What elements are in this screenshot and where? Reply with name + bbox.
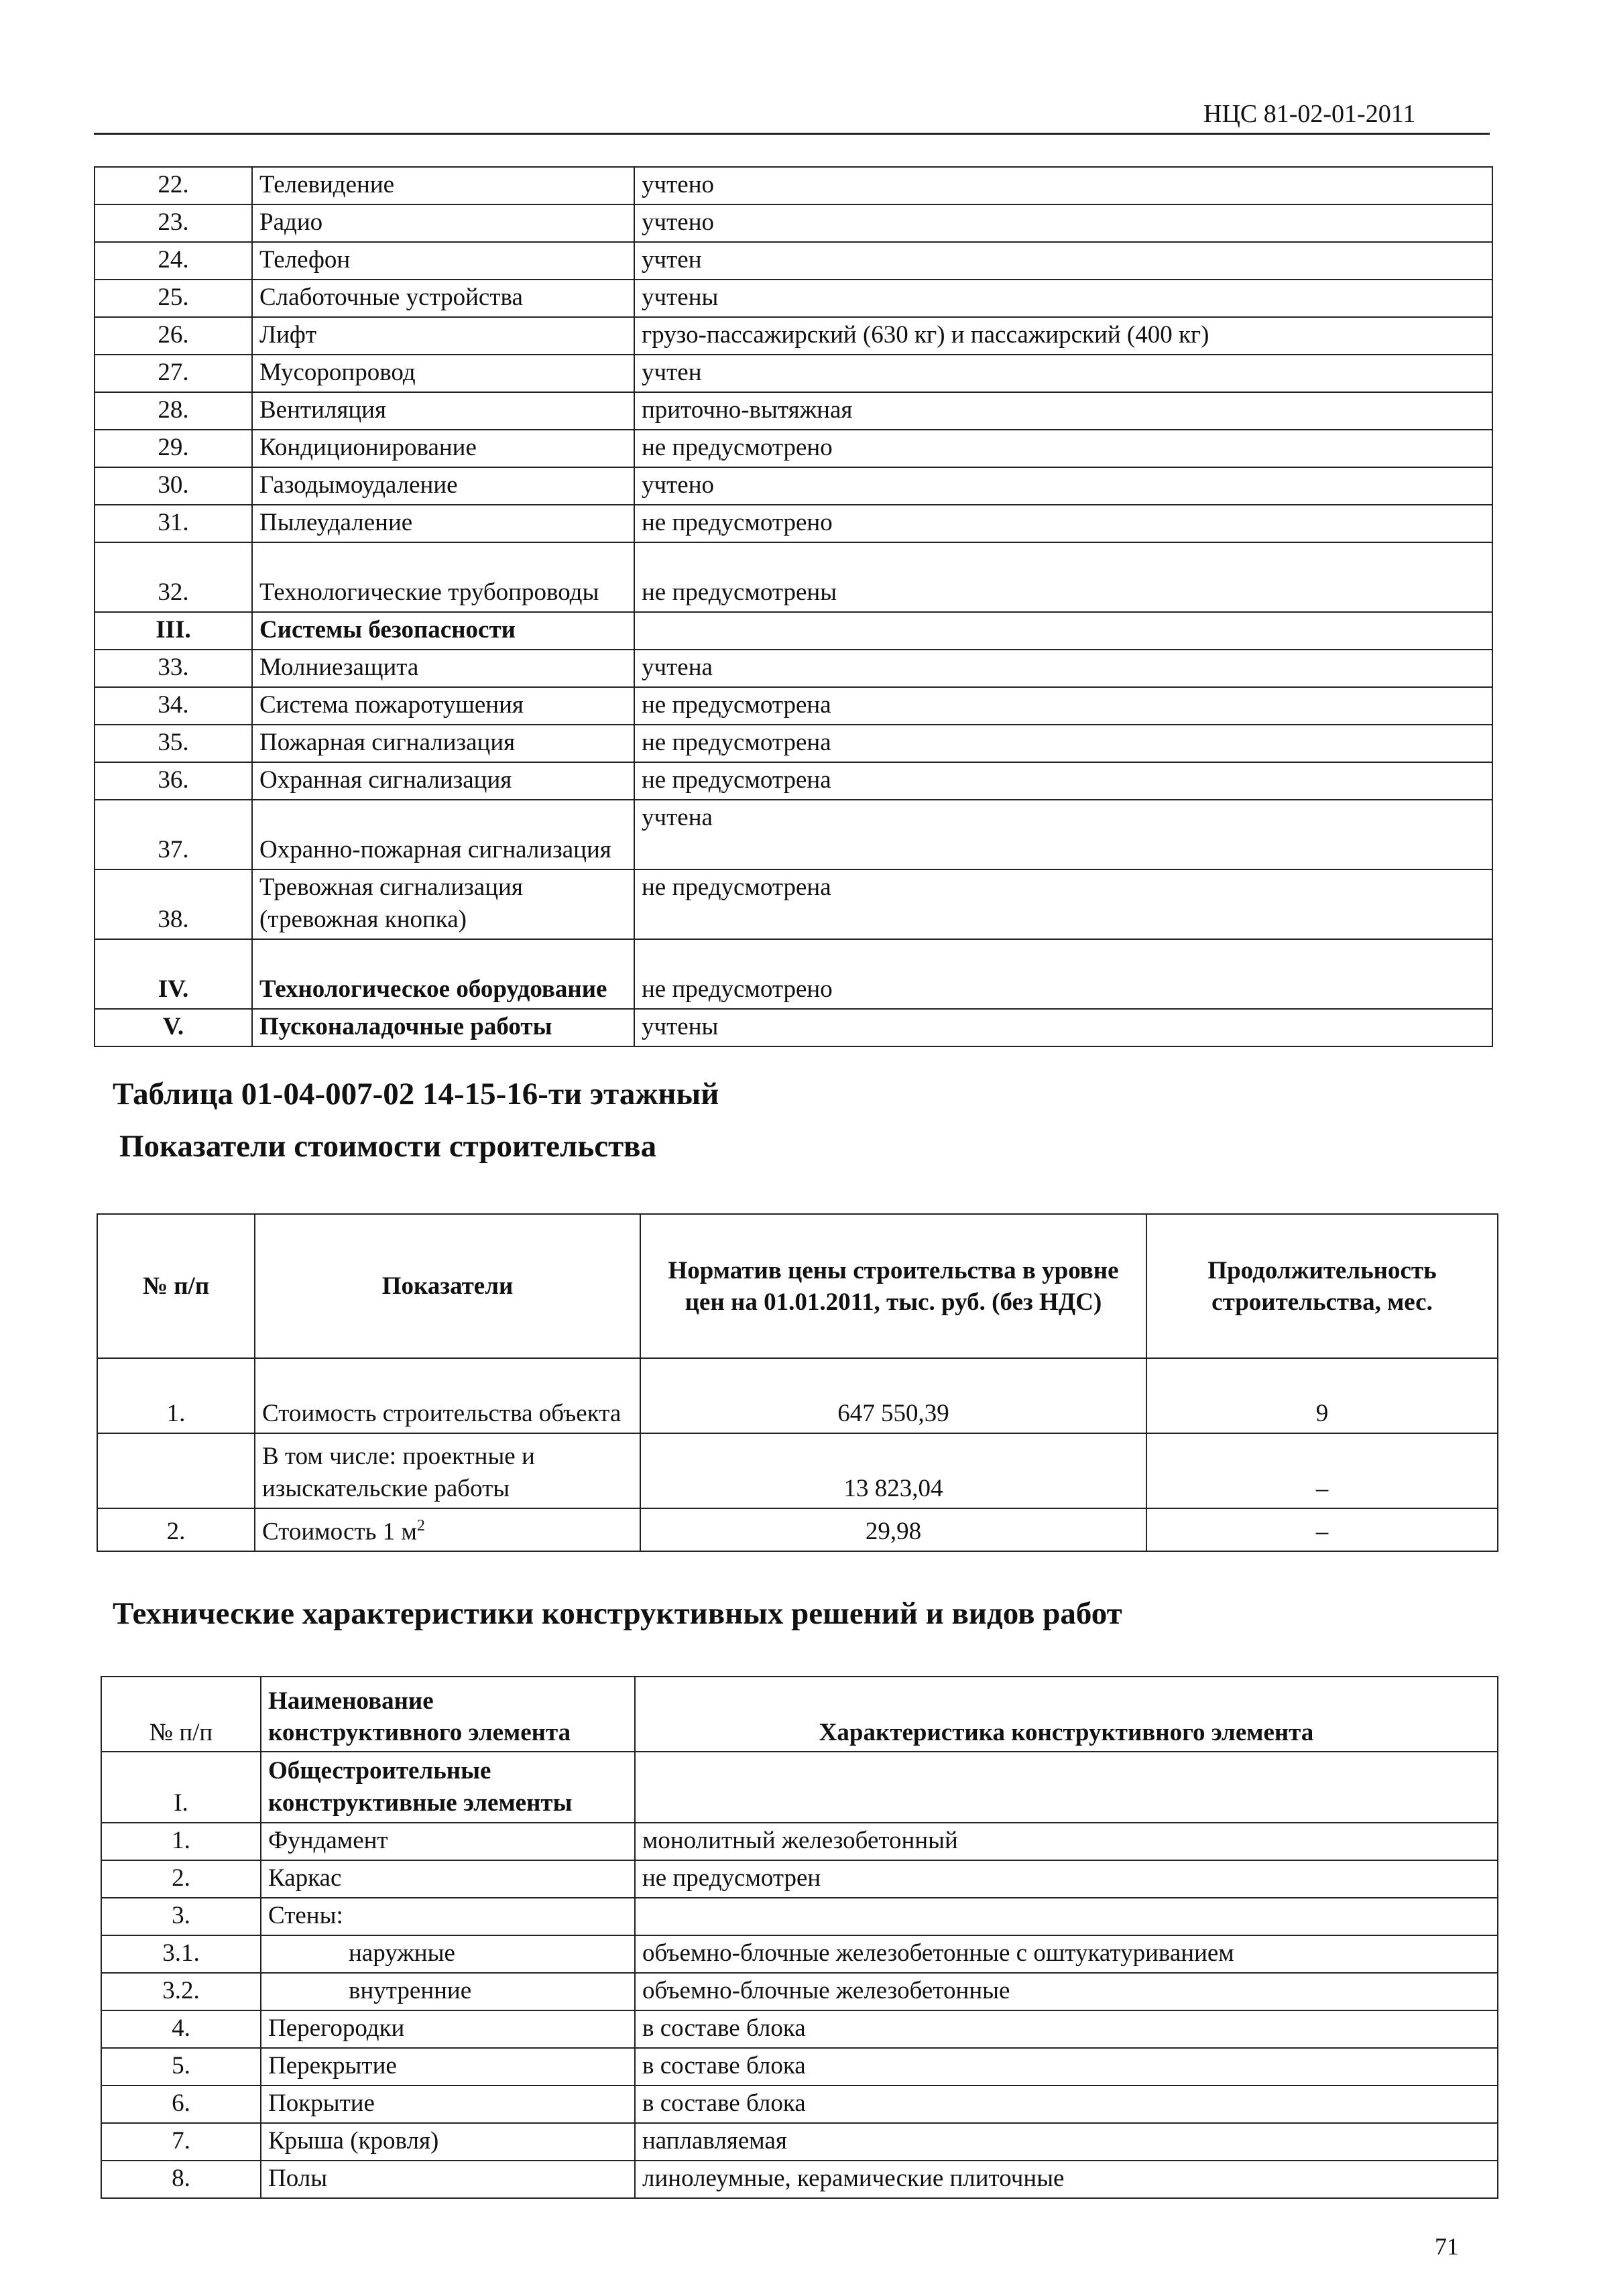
row-number: 33. — [95, 650, 252, 687]
row-name: Кондиционирование — [252, 430, 634, 467]
table-row — [95, 167, 1492, 204]
row-element: Покрытие — [261, 2086, 635, 2123]
table-row — [101, 1898, 1498, 1935]
row-number: 26. — [95, 317, 252, 355]
row-characteristic: в составе блока — [635, 2086, 1498, 2123]
row-characteristic: объемно-блочные железобетонные с оштукатуриванием — [635, 1935, 1498, 1973]
row-number: 23. — [95, 204, 252, 242]
row-value: не предусмотрена — [634, 725, 1492, 762]
row-number: 31. — [95, 505, 252, 542]
row-value: учтен — [634, 355, 1492, 392]
row-characteristic — [635, 1898, 1498, 1935]
table-row — [97, 1433, 1498, 1508]
row-value: не предусмотрена — [634, 869, 1492, 939]
table-row — [95, 725, 1492, 762]
table-row — [95, 204, 1492, 242]
row-element: Перегородки — [261, 2010, 635, 2048]
row-number: 28. — [95, 392, 252, 430]
row-number: 24. — [95, 242, 252, 280]
table-row — [101, 1823, 1498, 1860]
row-number: 7. — [101, 2123, 261, 2161]
table-row — [95, 355, 1492, 392]
row-number: I. — [101, 1752, 261, 1823]
table-row — [101, 2010, 1498, 2048]
indicator-text: Стоимость строительства объекта — [262, 1400, 621, 1427]
row-characteristic — [635, 1752, 1498, 1823]
row-characteristic: в составе блока — [635, 2010, 1498, 2048]
row-duration: – — [1146, 1508, 1498, 1551]
table-row — [95, 612, 1492, 650]
table-row — [95, 430, 1492, 467]
row-number: III. — [95, 612, 252, 650]
row-number: 3. — [101, 1898, 261, 1935]
row-value: учтено — [634, 467, 1492, 505]
row-characteristic: в составе блока — [635, 2048, 1498, 2086]
row-price: 29,98 — [640, 1508, 1146, 1551]
row-number: 32. — [95, 542, 252, 612]
row-value: приточно-вытяжная — [634, 392, 1492, 430]
row-name: Лифт — [252, 317, 634, 355]
header-num: № п/п — [97, 1214, 255, 1358]
header-price: Норматив цены строительства в уровне цен на 01.01.2011, тыс. руб. (без НДС) — [640, 1214, 1146, 1358]
row-name: Радио — [252, 204, 634, 242]
row-value: не предусмотрена — [634, 762, 1492, 800]
table-row — [95, 280, 1492, 317]
row-element: наружные — [261, 1935, 635, 1973]
row-element: Полы — [261, 2161, 635, 2198]
row-number: 34. — [95, 687, 252, 725]
row-number — [97, 1433, 255, 1508]
header-characteristic: Характеристика конструктивного элемента — [635, 1677, 1498, 1752]
page-number: 71 — [1435, 2233, 1459, 2260]
row-number: 2. — [101, 1860, 261, 1898]
row-number: 36. — [95, 762, 252, 800]
row-characteristic: объемно-блочные железобетонные — [635, 1973, 1498, 2010]
table-title: Таблица 01-04-007-02 14-15-16-ти этажный — [113, 1077, 719, 1111]
row-element: Фундамент — [261, 1823, 635, 1860]
table-row — [101, 2161, 1498, 2198]
table-row — [97, 1508, 1498, 1551]
row-element: Общестроительные конструктивные элементы — [261, 1752, 635, 1823]
row-number: 6. — [101, 2086, 261, 2123]
table-row — [97, 1358, 1498, 1433]
header-indicator: Показатели — [255, 1214, 640, 1358]
row-number: 1. — [101, 1823, 261, 1860]
row-number: 5. — [101, 2048, 261, 2086]
row-element: внутренние — [261, 1973, 635, 2010]
row-name: Технологические трубопроводы — [252, 542, 634, 612]
row-number: 2. — [97, 1508, 255, 1551]
row-name: Слаботочные устройства — [252, 280, 634, 317]
table-row — [95, 242, 1492, 280]
table-row — [95, 650, 1492, 687]
row-duration: – — [1146, 1433, 1498, 1508]
table-row — [95, 505, 1492, 542]
row-value: учтена — [634, 800, 1492, 869]
row-number: 22. — [95, 167, 252, 204]
row-characteristic: не предусмотрен — [635, 1860, 1498, 1898]
row-characteristic: монолитный железобетонный — [635, 1823, 1498, 1860]
table-row — [95, 392, 1492, 430]
row-name: Системы безопасности — [252, 612, 634, 650]
row-duration: 9 — [1146, 1358, 1498, 1433]
row-name: Система пожаротушения — [252, 687, 634, 725]
row-name: Газодымоудаление — [252, 467, 634, 505]
row-value: не предусмотрена — [634, 687, 1492, 725]
row-characteristic: наплавляемая — [635, 2123, 1498, 2161]
row-name: Технологическое оборудование — [252, 939, 634, 1009]
row-value: учтены — [634, 280, 1492, 317]
table-row — [101, 2086, 1498, 2123]
row-number: IV. — [95, 939, 252, 1009]
indicator-text: В том числе: проектные и изыскательские работы — [262, 1443, 535, 1502]
row-element: Крыша (кровля) — [261, 2123, 635, 2161]
row-name: Вентиляция — [252, 392, 634, 430]
row-value: учтены — [634, 1009, 1492, 1046]
row-number: 4. — [101, 2010, 261, 2048]
row-value: не предусмотрены — [634, 542, 1492, 612]
table-row — [101, 1935, 1498, 1973]
engineering-systems-table — [94, 166, 1493, 1047]
row-value: грузо-пассажирский (630 кг) и пассажирский (400 кг) — [634, 317, 1492, 355]
row-indicator — [255, 1433, 640, 1508]
row-name: Охранная сигнализация — [252, 762, 634, 800]
table-row — [95, 939, 1492, 1009]
row-name: Пожарная сигнализация — [252, 725, 634, 762]
row-name: Мусоропровод — [252, 355, 634, 392]
row-number: 27. — [95, 355, 252, 392]
row-value: не предусмотрено — [634, 939, 1492, 1009]
row-number: 37. — [95, 800, 252, 869]
row-element: Перекрытие — [261, 2048, 635, 2086]
header-element: Наименование конструктивного элемента — [261, 1677, 635, 1752]
row-number: 30. — [95, 467, 252, 505]
row-value: не предусмотрено — [634, 505, 1492, 542]
row-value — [634, 612, 1492, 650]
table-row — [101, 1752, 1498, 1823]
row-name: Телевидение — [252, 167, 634, 204]
technical-characteristics-heading: Технические характеристики конструктивных решений и видов работ — [113, 1596, 1122, 1631]
row-indicator — [255, 1508, 640, 1551]
row-price: 647 550,39 — [640, 1358, 1146, 1433]
indicator-text: Стоимость 1 м — [262, 1518, 417, 1545]
table-row — [101, 1860, 1498, 1898]
row-name: Телефон — [252, 242, 634, 280]
row-number: 35. — [95, 725, 252, 762]
row-element: Стены: — [261, 1898, 635, 1935]
technical-characteristics-table — [101, 1676, 1498, 2199]
table-row — [95, 869, 1492, 939]
row-value: учтено — [634, 167, 1492, 204]
row-number: V. — [95, 1009, 252, 1046]
row-number: 38. — [95, 869, 252, 939]
row-number: 3.2. — [101, 1973, 261, 2010]
table-row — [95, 800, 1492, 869]
row-indicator — [255, 1358, 640, 1433]
table-row — [101, 2048, 1498, 2086]
table-row — [101, 1973, 1498, 2010]
row-name: Молниезащита — [252, 650, 634, 687]
table-row — [101, 2123, 1498, 2161]
table-row — [95, 1009, 1492, 1046]
table-row — [95, 467, 1492, 505]
row-name: Пусконаладочные работы — [252, 1009, 634, 1046]
row-value: учтено — [634, 204, 1492, 242]
row-number: 29. — [95, 430, 252, 467]
table-row — [95, 687, 1492, 725]
cost-indicators-table — [97, 1213, 1498, 1552]
row-number: 25. — [95, 280, 252, 317]
table-row — [95, 762, 1492, 800]
row-value: не предусмотрено — [634, 430, 1492, 467]
row-number: 3.1. — [101, 1935, 261, 1973]
row-price: 13 823,04 — [640, 1433, 1146, 1508]
cost-indicators-heading: Показатели стоимости строительства — [119, 1129, 657, 1164]
row-name: Пылеудаление — [252, 505, 634, 542]
row-name: Тревожная сигнализация (тревожная кнопка) — [252, 869, 634, 939]
row-name: Охранно-пожарная сигнализация — [252, 800, 634, 869]
header-duration: Продолжительность строительства, мес. — [1146, 1214, 1498, 1358]
table-row — [95, 317, 1492, 355]
row-characteristic: линолеумные, керамические плиточные — [635, 2161, 1498, 2198]
row-element: Каркас — [261, 1860, 635, 1898]
header-rule — [94, 133, 1490, 135]
row-number: 1. — [97, 1358, 255, 1433]
row-number: 8. — [101, 2161, 261, 2198]
superscript: 2 — [416, 1516, 425, 1534]
table-row — [95, 542, 1492, 612]
row-value: учтен — [634, 242, 1492, 280]
header-num: № п/п — [101, 1677, 261, 1752]
row-value: учтена — [634, 650, 1492, 687]
document-code: НЦС 81-02-01-2011 — [1203, 100, 1416, 128]
